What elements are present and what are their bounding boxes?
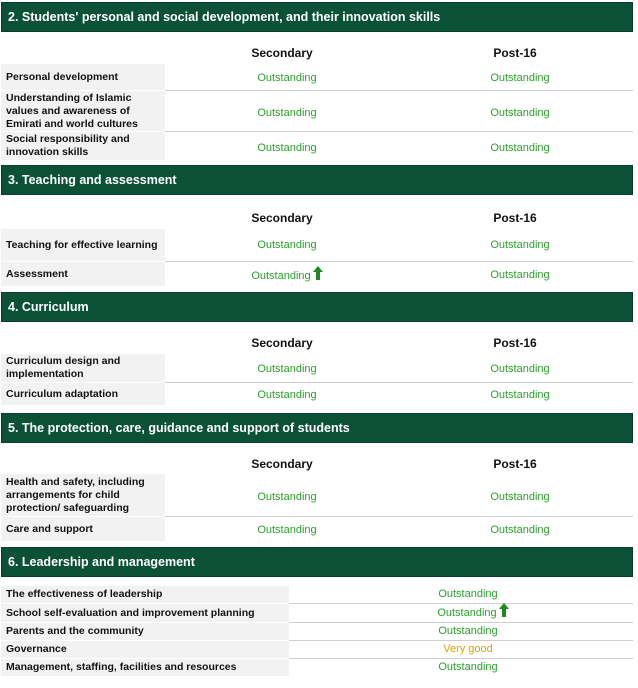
rating-post16: Outstanding [490,491,550,503]
section-title: 3. Teaching and assessment [8,173,177,187]
row-divider [289,622,633,623]
row-divider [165,516,633,517]
row-divider [289,640,633,641]
rating-post16: Outstanding [490,142,550,154]
rating: Very good [443,643,493,655]
section-title: 4. Curriculum [8,300,89,314]
up-arrow-icon [313,266,323,280]
rating-post16: Outstanding [490,269,550,281]
row-label: Teaching for effective learning [1,229,165,261]
row-divider [165,382,633,383]
row-label: The effectiveness of leadership [1,586,289,603]
row-label: Assessment [1,262,165,286]
row-divider [165,131,633,132]
rating-with-arrow [403,603,543,619]
rating-secondary: Outstanding [257,142,317,154]
row-label: Parents and the community [1,623,289,640]
column-header-post16: Post-16 [493,46,537,60]
up-arrow-icon [499,603,509,617]
column-header-post16: Post-16 [493,457,537,471]
rating-post16: Outstanding [490,363,550,375]
section-header [1,165,633,195]
rating-post16: Outstanding [490,107,550,119]
row-label: Care and support [1,517,165,541]
rating: Outstanding [438,661,498,673]
section-title: 6. Leadership and management [8,555,195,569]
row-label: Management, staffing, facilities and resources [1,659,289,676]
row-label: Personal development [1,64,165,90]
rating-secondary-with-arrow [222,266,352,282]
rating-post16: Outstanding [490,72,550,84]
section-header [1,2,633,32]
rating: Outstanding [438,588,498,600]
row-label: Social responsibility and innovation skills [1,132,165,160]
rating-secondary: Outstanding [257,363,317,375]
section-title: 5. The protection, care, guidance and support of students [8,421,350,435]
row-label: Governance [1,641,289,658]
section-header [1,413,633,443]
rating-secondary: Outstanding [257,524,317,536]
column-header-secondary: Secondary [251,46,313,60]
rating-secondary: Outstanding [257,107,317,119]
rating-secondary: Outstanding [257,72,317,84]
row-divider [165,90,633,91]
rating: Outstanding [437,607,497,619]
column-header-post16: Post-16 [493,336,537,350]
row-label: Curriculum adaptation [1,383,165,405]
row-divider [289,658,633,659]
column-header-secondary: Secondary [251,211,313,225]
section-header [1,292,633,322]
column-header-secondary: Secondary [251,457,313,471]
row-label: Curriculum design and implementation [1,354,165,382]
rating-secondary: Outstanding [257,239,317,251]
rating-secondary: Outstanding [251,270,311,282]
rating: Outstanding [438,625,498,637]
rating-post16: Outstanding [490,239,550,251]
column-header-secondary: Secondary [251,336,313,350]
rating-post16: Outstanding [490,524,550,536]
rating-secondary: Outstanding [257,491,317,503]
row-label: School self-evaluation and improvement planning [1,604,289,622]
section-title: 2. Students' personal and social development, and their innovation skills [8,10,441,24]
section-header [1,547,633,577]
column-header-post16: Post-16 [493,211,537,225]
row-label: Understanding of Islamic values and awareness of Emirati and world cultures [1,91,165,131]
rating-post16: Outstanding [490,389,550,401]
row-divider [165,261,633,262]
row-label: Health and safety, including arrangements for child protection/ safeguarding [1,474,165,516]
rating-secondary: Outstanding [257,389,317,401]
